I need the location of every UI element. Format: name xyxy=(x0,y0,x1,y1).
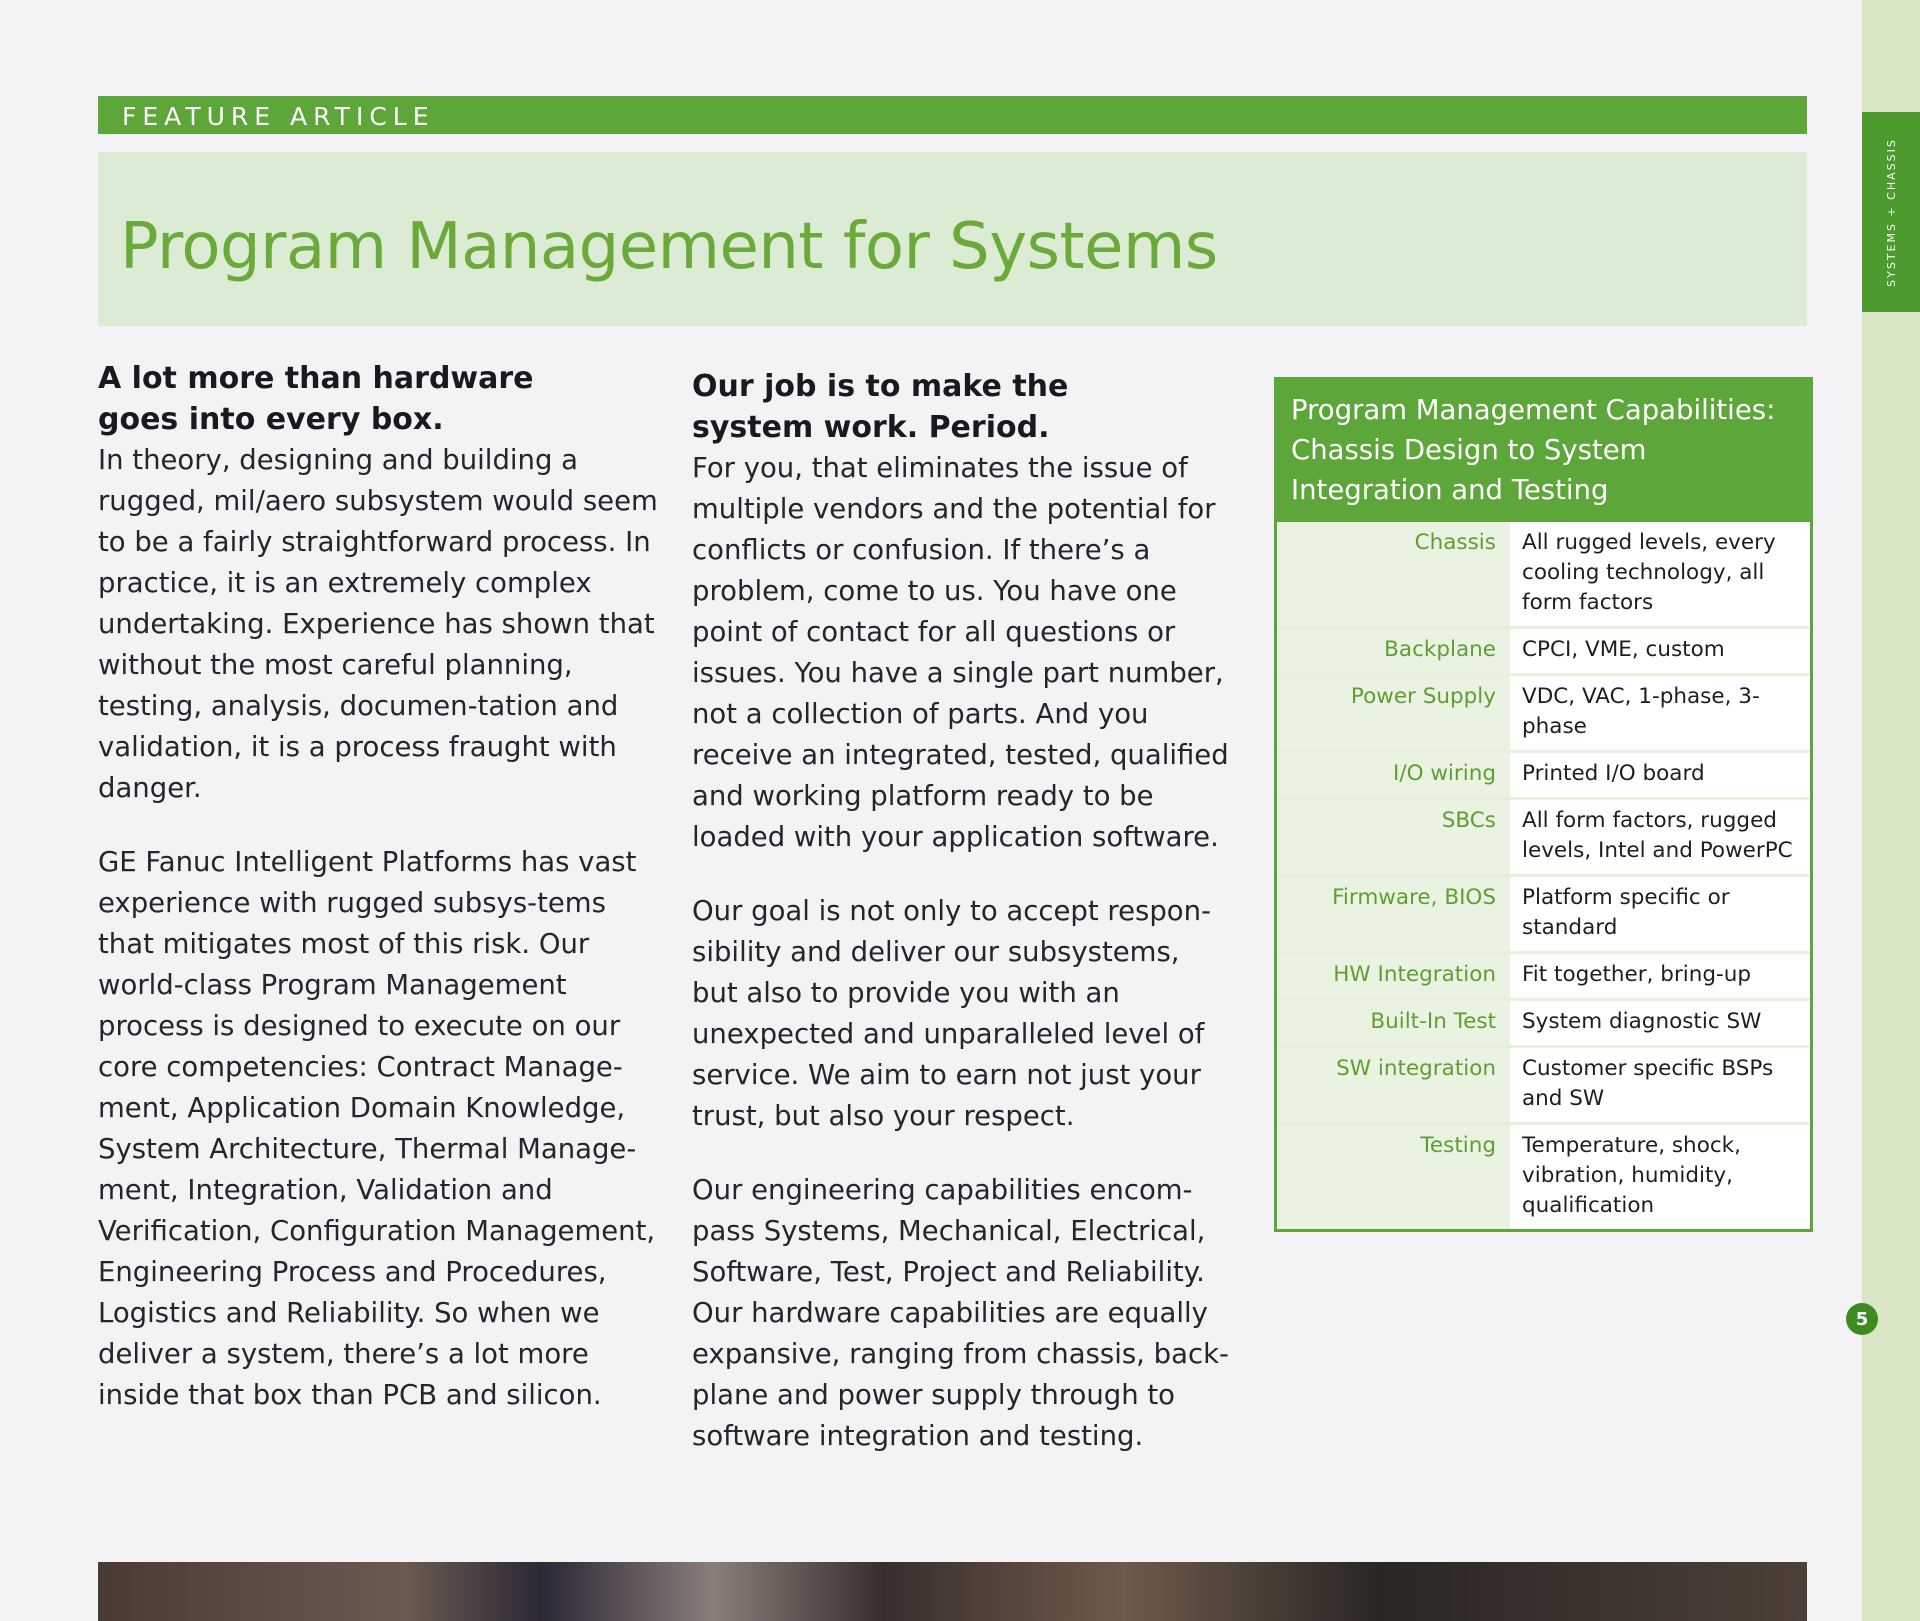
column-1-paragraph-1: In theory, designing and building a rugged, mil/aero subsystem would seem to be a fairly straightforward process. In practice, it is an extremely complex undertaking. Experience has shown that without the most careful planning, testing, analysis, documen-tation and validation, it is a process fraught with danger. xyxy=(98,444,658,804)
capabilities-sidebar xyxy=(1274,377,1813,1232)
capabilities-table xyxy=(1277,522,1810,1229)
capability-row xyxy=(1277,626,1810,673)
capability-value: Fit together, bring-up xyxy=(1510,954,1810,998)
capabilities-title-line-2: Chassis Design to System xyxy=(1291,434,1647,466)
section-side-tab-label: SYSTEMS + CHASSIS xyxy=(1884,137,1898,287)
capability-value: VDC, VAC, 1-phase, 3-phase xyxy=(1510,676,1810,750)
capabilities-title-line-1: Program Management Capabilities: xyxy=(1291,394,1776,426)
capability-label: Backplane xyxy=(1277,629,1510,673)
column-1-heading-line-2: goes into every box. xyxy=(98,402,444,437)
capability-label: Power Supply xyxy=(1277,676,1510,750)
capability-row xyxy=(1277,951,1810,998)
capability-value: Platform specific or standard xyxy=(1510,877,1810,951)
bottom-photo-strip xyxy=(98,1562,1807,1621)
title-band xyxy=(98,152,1807,326)
column-2-paragraph-3: Our engineering capabilities encom-pass Systems, Mechanical, Electrical, Software, Test, Project and Reliability. Our hardware capabilities are equally expansive, ranging from chassis, back-plane and power supply through to software integration and testing. xyxy=(692,1174,1229,1452)
column-1-paragraph-2: GE Fanuc Intelligent Platforms has vast experience with rugged subsys-tems that mitigates most of this risk. Our world-class Program Management process is designed to execute on our core competencies: Contract Manage-ment, Application Domain Knowledge, System Architecture, Thermal Manage-ment, Integration, Validation and Verification, Configuration Management, Engineering Process and Procedures, Logistics and Reliability. So when we deliver a system, there’s a lot more inside that box than PCB and silicon. xyxy=(98,846,656,1411)
capability-label: I/O wiring xyxy=(1277,753,1510,797)
capability-label: SW integration xyxy=(1277,1048,1510,1122)
column-2-paragraph-2: Our goal is not only to accept respon-sibility and deliver our subsystems, but also to provide you with an unexpected and unparalleled level of service. We aim to earn not just your trust, but also your respect. xyxy=(692,895,1211,1132)
capability-label: Built-In Test xyxy=(1277,1001,1510,1045)
capability-label: Testing xyxy=(1277,1125,1510,1229)
section-kicker: FEATURE ARTICLE xyxy=(122,102,435,131)
capability-value: Temperature, shock, vibration, humidity, qualification xyxy=(1510,1125,1810,1229)
capability-row xyxy=(1277,797,1810,874)
article-title: Program Management for Systems xyxy=(120,210,1218,284)
capability-label: Chassis xyxy=(1277,522,1510,626)
capability-value: All form factors, rugged levels, Intel and PowerPC xyxy=(1510,800,1810,874)
article-column-2 xyxy=(692,366,1252,1457)
page-number-badge: 5 xyxy=(1846,1303,1878,1335)
capability-value: Customer specific BSPs and SW xyxy=(1510,1048,1810,1122)
capability-value: CPCI, VME, custom xyxy=(1510,629,1810,673)
capability-row xyxy=(1277,1122,1810,1229)
column-1-heading-line-1: A lot more than hardware xyxy=(98,361,534,396)
capability-row xyxy=(1277,673,1810,750)
section-side-tab xyxy=(1862,112,1920,312)
capabilities-sidebar-title xyxy=(1277,380,1810,522)
article-column-1 xyxy=(98,358,658,1416)
capability-value: All rugged levels, every cooling technology, all form factors xyxy=(1510,522,1810,626)
capability-value: System diagnostic SW xyxy=(1510,1001,1810,1045)
column-2-paragraph-1: For you, that eliminates the issue of multiple vendors and the potential for conflicts or confusion. If there’s a problem, come to us. You have one point of contact for all questions or issues. You have a single part number, not a collection of parts. And you receive an integrated, tested, qualified and working platform ready to be loaded with your application software. xyxy=(692,452,1229,853)
column-2-heading-line-2: system work. Period. xyxy=(692,410,1050,445)
capability-label: HW Integration xyxy=(1277,954,1510,998)
capabilities-title-line-3: Integration and Testing xyxy=(1291,474,1609,506)
capability-row xyxy=(1277,522,1810,626)
capability-row xyxy=(1277,750,1810,797)
column-1-heading xyxy=(98,358,658,440)
capability-row xyxy=(1277,1045,1810,1122)
capability-row xyxy=(1277,998,1810,1045)
capability-label: Firmware, BIOS xyxy=(1277,877,1510,951)
capability-value: Printed I/O board xyxy=(1510,753,1810,797)
column-2-heading xyxy=(692,366,1252,448)
capability-row xyxy=(1277,874,1810,951)
feature-article-bar xyxy=(98,96,1807,152)
column-2-heading-line-1: Our job is to make the xyxy=(692,369,1069,404)
capability-label: SBCs xyxy=(1277,800,1510,874)
